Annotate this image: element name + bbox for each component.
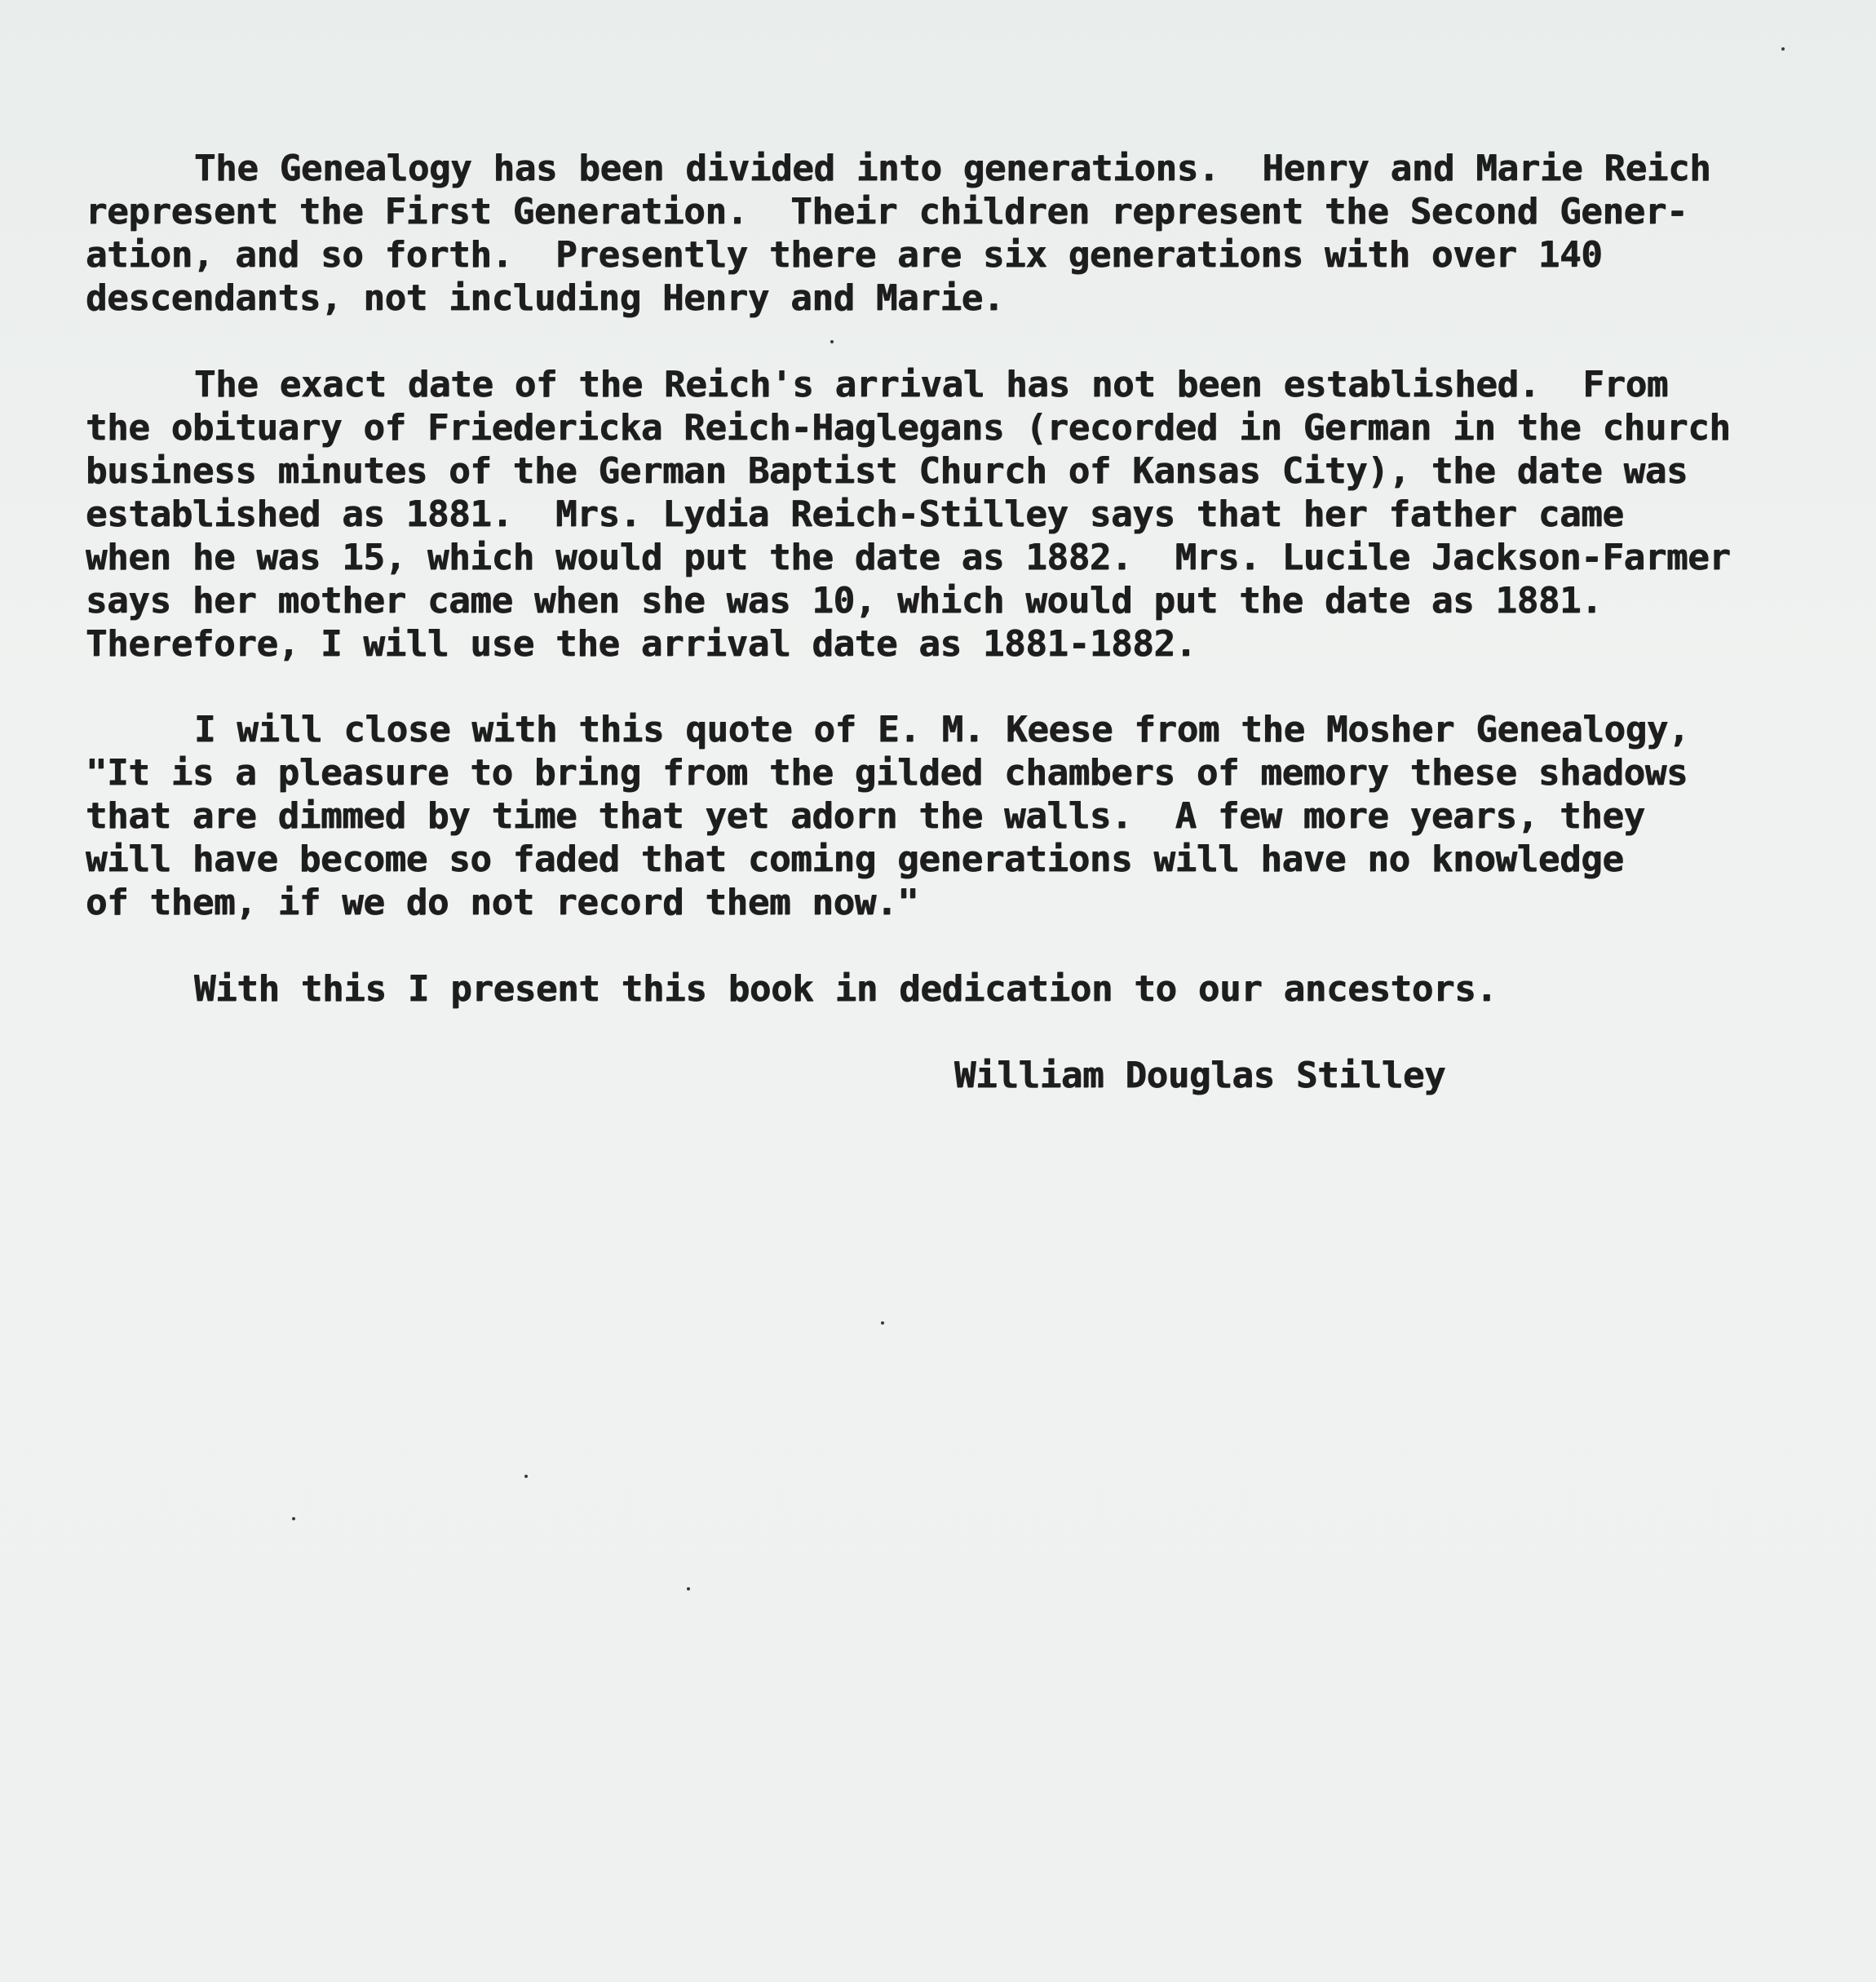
- paragraph-3-line-5: of them, if we do not record them now.": [86, 882, 919, 923]
- paragraph-4-line-1: With this I present this book in dedication to our ancestors.: [194, 968, 1498, 1010]
- paragraph-2-line-6: says her mother came when she was 10, which would put the date as 1881.: [86, 580, 1603, 622]
- paper-speck: [830, 340, 834, 343]
- paper-speck: [292, 1517, 295, 1520]
- paragraph-3-line-2: "It is a pleasure to bring from the gilded chambers of memory these shadows: [86, 752, 1688, 794]
- paper-speck: [1781, 47, 1785, 51]
- paragraph-2-line-1: The exact date of the Reich's arrival has not been established. From: [194, 364, 1669, 405]
- paragraph-1-line-1: The Genealogy has been divided into generations. Henry and Marie Reich: [194, 148, 1711, 189]
- paragraph-3-line-1: I will close with this quote of E. M. Keese from the Mosher Genealogy,: [194, 709, 1690, 750]
- paragraph-2-line-4: established as 1881. Mrs. Lydia Reich-Stilley says that her father came: [86, 493, 1624, 535]
- signature: William Douglas Stilley: [954, 1055, 1446, 1096]
- paragraph-1-line-3: ation, and so forth. Presently there are six generations with over 140: [86, 234, 1603, 276]
- paragraph-1-line-4: descendants, not including Henry and Marie.: [86, 277, 1005, 319]
- paragraph-2-line-7: Therefore, I will use the arrival date as 1881-1882.: [86, 623, 1197, 665]
- paragraph-2-line-3: business minutes of the German Baptist Church of Kansas City), the date was: [86, 450, 1688, 492]
- paper-speck: [881, 1321, 884, 1325]
- paragraph-3-line-4: will have become so faded that coming generations will have no knowledge: [86, 838, 1624, 880]
- paper-speck: [687, 1587, 690, 1590]
- paper-speck: [524, 1475, 528, 1478]
- paragraph-1-line-2: represent the First Generation. Their children represent the Second Gener-: [86, 191, 1688, 232]
- paragraph-3-line-3: that are dimmed by time that yet adorn the walls. A few more years, they: [86, 795, 1645, 837]
- paragraph-2-line-2: the obituary of Friedericka Reich-Haglegans (recorded in German in the church: [86, 407, 1731, 449]
- paragraph-2-line-5: when he was 15, which would put the date as 1882. Mrs. Lucile Jackson-Farmer: [86, 537, 1731, 578]
